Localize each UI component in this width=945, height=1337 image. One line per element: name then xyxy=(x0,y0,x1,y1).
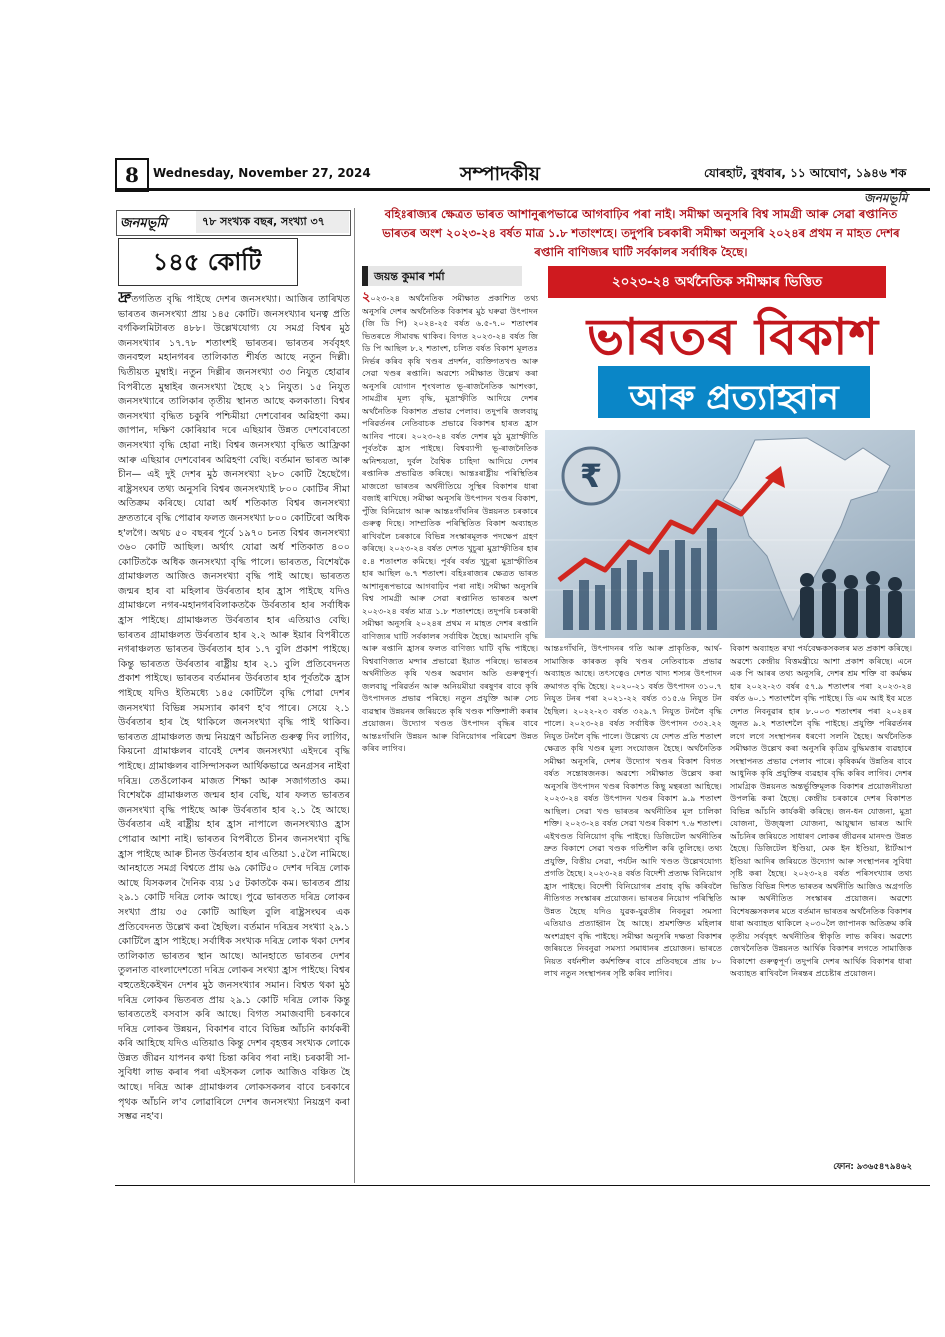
article-banner: ২০২৩-২৪ অৰ্থনৈতিক সমীক্ষাৰ ভিত্তিত xyxy=(548,266,886,298)
header-date: Wednesday, November 27, 2024 xyxy=(153,166,371,180)
article-column-1 xyxy=(362,292,538,1180)
header-rule xyxy=(115,188,930,191)
column-divider xyxy=(354,208,355,1183)
author-phone: ফোন: ৯৩৬৫৪৭৯৪৬২ xyxy=(833,1162,912,1172)
editorial-title: ১৪৫ কোটি xyxy=(152,248,262,276)
svg-text:₹: ₹ xyxy=(579,457,603,495)
editorial-drop-cap: দ্ৰু xyxy=(118,290,132,306)
page-number: 8 xyxy=(115,158,149,192)
economy-illustration xyxy=(545,430,915,638)
header-place-date: যোৰহাট, বুধবাৰ, ১১ আঘোণ, ১৯৪৬ শক xyxy=(704,166,907,180)
newspaper-logo: জনমভূমি xyxy=(864,191,908,205)
article-column-2: আন্তঃগাঁথনি, উৎপাদনৰ গতি আৰু প্ৰাকৃতিক, আৰ্থ-সামাজিক কাৰকত কৃষি খণ্ডৰ নেতিবাচক প্ৰভাৱ অব্যাহত আছে। তৎসত্বেও দেশত খাদ্য শস্যৰ উৎপাদন ক্ৰমাগত বৃদ্ধি হৈছে। ২০২০-২১ বৰ্ষত উৎপাদন ৩১০.৭ নিযুত টনৰ পৰা ২০২১-২২ বৰ্ষত ৩১৫.৬ নিযুত টন হৈছিল। ২০২২-২৩ বৰ্ষত ৩২৯.৭ নিযুত টনলৈ বৃদ্ধি পালে। ২০২৩-২৪ বৰ্ষত সৰ্বাধিক উৎপাদন ৩৩২.২২ নিযুত টনলৈ বৃদ্ধি পালে। উল্লেখ্য যে দেশত প্ৰতি শতাংশ ক্ষেত্ৰত কৃষি খণ্ডৰ মূল্য সংযোজন হৈছে। অৰ্থনৈতিক সমীক্ষা অনুসৰি, দেশৰ উদ্যোগ খণ্ডৰ বিকাশ বিগত বৰ্ষত সন্তোষজনক। অৱশ্যে সমীক্ষাত উল্লেখ কৰা অনুসৰি উৎপাদন খণ্ডৰ বিকাশত কিছু মন্থৰতা আহিছে। ২০২৩-২৪ বৰ্ষত উৎপাদন খণ্ডৰ বিকাশ ৯.৯ শতাংশ আছিল। সেৱা খণ্ড ভাৰতৰ অৰ্থনীতিৰ মূল চালিকা শক্তি। ২০২৩-২৪ বৰ্ষত সেৱা খণ্ডৰ বিকাশ ৭.৬ শতাংশ। এইখণ্ডত বিনিয়োগ বৃদ্ধি পাইছে। ডিজিটেল অৰ্থনীতিৰ দ্ৰুত বিকাশে সেৱা খণ্ডক গতিশীল কৰি তুলিছে। তথ্য প্ৰযুক্তি, বিত্তীয় সেৱা, পৰ্যটন আদি খণ্ডত উল্লেখযোগ্য প্ৰগতি হৈছে। ২০২৩-২৪ বৰ্ষত বিদেশী প্ৰত্যক্ষ বিনিয়োগ হ্ৰাস পাইছে। বিদেশী বিনিয়োগৰ প্ৰবাহ বৃদ্ধি কৰিবলৈ নীতিগত সংস্কাৰৰ প্ৰয়োজন। ভাৰতৰ নিয়োগ পৰিস্থিতি উন্নত হৈছে যদিও যুৱক-যুৱতীৰ নিবনুৱা সমস্যা এতিয়াও প্ৰত্যাহ্বান হৈ আছে। শ্ৰমশক্তিত মহিলাৰ অংশগ্ৰহণ বৃদ্ধি পাইছে। সমীক্ষা অনুসৰি দক্ষতা বিকাশৰ জৰিয়তে নিবনুৱা সমস্যা সমাধানৰ প্ৰয়োজন। ভাৰতে নিয়ত বৰ্ধনশীল কৰ্মশক্তিৰ বাবে প্ৰতিবছৰে প্ৰায় ৮০ লাখ নতুন সংস্থাপনৰ সৃষ্টি কৰিব লাগিব। xyxy=(544,643,722,978)
author-bar xyxy=(362,266,368,286)
section-title: সম্পাদকীয় xyxy=(460,163,540,185)
article-column-3: বিকাশ অব্যাহত ৰখা পৰ্যবেক্ষকসকলৰ মত প্ৰকাশ কৰিছে। অৱশ্যে কেন্দ্ৰীয় বিত্তমন্ত্ৰীয়ে আশা প্ৰকাশ কৰিছে। এনে এক পি আৰৰ তথ্য অনুসৰি, দেশৰ শ্ৰম শক্তি বা কৰ্মক্ষম হাৰ ২০২২-২৩ বৰ্ষৰ ৫৭.৯ শতাংশৰ পৰা ২০২৩-২৪ বৰ্ষত ৬০.১ শতাংশলৈ বৃদ্ধি পাইছে। ডি এম আই ইব মতে দেশত নিবনুৱাৰ হাৰ ৮.০০৩ শতাংশৰ পৰা ২০২৪ৰ জুনত ৯.২ শতাংশলৈ বৃদ্ধি পাইছে। প্ৰযুক্তি পৰিৱৰ্তনৰ লগে লগে সংস্থাপনৰ ধৰণো সলনি হৈছে। অৰ্থনৈতিক সমীক্ষাত উল্লেখ কৰা অনুসৰি কৃত্ৰিম বুদ্ধিমত্তাৰ ব্যৱহাৰে সংস্থাপনত প্ৰভাৱ পেলাব পাৰে। কৃষিকৰ্মৰ উন্নতিৰ বাবে আধুনিক কৃষি প্ৰযুক্তিৰ ব্যৱহাৰ বৃদ্ধি কৰিব লাগিব। দেশৰ সামগ্ৰিক উন্নয়নত অন্তৰ্ভুক্তিমূলক বিকাশৰ প্ৰয়োজনীয়তা উপলব্ধি কৰা হৈছে। কেন্দ্ৰীয় চৰকাৰে দেশৰ বিকাশত বিভিন্ন আঁচনি কাৰ্যকৰী কৰিছে। জন-ধন যোজনা, মুদ্ৰা যোজনা, উজ্জ্বলা যোজনা, আয়ুষ্মান ভাৰত আদি আঁচনিৰ জৰিয়তে সাধাৰণ লোকৰ জীৱনৰ মানদণ্ড উন্নত হৈছে। ডিজিটেল ইণ্ডিয়া, মেক ইন ইণ্ডিয়া, ষ্টাৰ্টআপ ইণ্ডিয়া আদিৰ জৰিয়তে উদ্যোগ আৰু সংস্থাপনৰ সুবিধা সৃষ্টি কৰা হৈছে। ২০২৩-২৪ বৰ্ষত পৰিসংখ্যাৰ তথ্য ভিত্তিত বিভিন্ন দিশত ভাৰতৰ অৰ্থনীতি আজিও অগ্ৰগতি আৰু অৰ্থনীতিত সংস্কাৰৰ প্ৰয়োজন। অৱশ্যে বিশেষজ্ঞসকলৰ মতে বৰ্তমান ভাৰতৰ অৰ্থনৈতিক বিকাশৰ ধাৰা অব্যাহত থাকিলে ২০৩০লৈ জাপানক অতিক্ৰম কৰি তৃতীয় সৰ্ববৃহৎ অৰ্থনীতিৰ স্বীকৃতি লাভ কৰিব। অৱশ্যে জেখনৈতিক উন্নয়নত আৰ্থিক বিকাশৰ লগতে সামাজিক বিকাশো গুৰুত্বপূৰ্ণ। তদুপৰি দেশৰ আৰ্থিক বিকাশৰ ধাৰা অব্যাহত ৰাখিবলৈ নিৰন্তৰ প্ৰচেষ্টাৰ প্ৰয়োজন। xyxy=(730,643,912,978)
article-subtitle: আৰু প্ৰত্যাহ্বান xyxy=(629,378,839,418)
economy-growth-image xyxy=(545,430,915,638)
pull-quote: বহিঃৰাজ্যৰ ক্ষেত্ৰত ভাৰত আশানুৰূপভাৱে আগবাঢ়িব পৰা নাই। সমীক্ষা অনুসৰি বিশ্ব সামগ্ৰী আৰু সেৱা ৰপ্তানিত ভাৰতৰ অংশ ২০২৩-২৪ বৰ্ষত মাত্ৰ ১.৮ শতাংশহে। তদুপৰি চৰকাৰী সমীক্ষা অনুসৰি ২০২৪ৰ প্ৰথম ন মাহত দেশৰ ৰপ্তানি বাণিজ্যৰ ঘাটি সৰ্বকালৰ সৰ্বাধিক হৈছে। xyxy=(382,207,900,259)
article-title: ভাৰতৰ বিকাশ xyxy=(586,308,880,366)
editorial-logo: জনমভূমি xyxy=(120,216,168,231)
article-column-1-text: ০২৩-২৪ অৰ্থনৈতিক সমীক্ষাত প্ৰকাশিত তথ্য অনুসৰি দেশৰ অৰ্থনৈতিক বিকাশৰ মুঠ ঘৰুৱা উৎপাদন (জি ডি পি) ২০২৪-২৫ বৰ্ষত ৬.৫-৭.০ শতাংশৰ ভিতৰতে সীমাবদ্ধ থাকিব। বিগত ২০২৩-২৪ বৰ্ষত জি ডি পি আছিল ৮.২ শতাংশ, চলিত বৰ্ষত বিকাশ মূলতঃ নিৰ্ভৰ কৰিব কৃষি খণ্ডৰ প্ৰদৰ্শন, ব্যক্তিগতখণ্ড আৰু সেৱা খণ্ডৰ ৰপ্তানি। অৱশ্যে সমীক্ষাত উল্লেখ কৰা অনুসৰি যোগান শৃংখলাত ভূ-ৰাজনৈতিক আশংকা, সামগ্ৰীৰ মূল্য বৃদ্ধি, মুদ্ৰাস্ফীতি আদিয়ে দেশৰ অৰ্থনৈতিক বিকাশত প্ৰভাৱ পেলাব। তদুপৰি জলবায়ু পৰিৱৰ্তনৰ নেতিবাচক প্ৰভাৱে বিকাশৰ হাৰত হ্ৰাস আনিব পাৰে। ২০২৩-২৪ বৰ্ষত দেশৰ মুঠ মুদ্ৰাস্ফীতি পূৰ্বতকৈ হ্ৰাস পাইছে। বিশ্বব্যাপী ভূ-ৰাজনৈতিক অনিশ্চয়তা, দুৰ্বল বৈশ্বিক চাহিদা আদিয়ে দেশৰ ৰপ্তানিক প্ৰভাৱিত কৰিছে। আন্তঃৰাষ্ট্ৰীয় পৰিস্থিতিৰ মাজতো ভাৰতৰ অৰ্থনীতিয়ে সুস্থিৰ বিকাশৰ ধাৰা বজাই ৰাখিছে। সমীক্ষা অনুসৰি উৎপাদন খণ্ডৰ বিকাশ, পুঁজি বিনিয়োগ আৰু আন্তঃগাঁথনিৰ উন্নয়নত চৰকাৰে গুৰুত্ব দিছে। সাম্প্ৰতিক পৰিস্থিতিত বিকাশ অব্যাহত ৰাখিবলৈ চৰকাৰে বিভিন্ন সংস্কাৰমূলক পদক্ষেপ গ্ৰহণ কৰিছে। ২০২৩-২৪ বৰ্ষত দেশত খুচুৰা মুদ্ৰাস্ফীতিৰ হাৰ ৫.৪ শতাংশত কমিছে। পূৰ্বৰ বৰ্ষত খুচুৰা মুদ্ৰাস্ফীতিৰ হাৰ আছিল ৬.৭ শতাংশ। বহিঃৰাজ্যৰ ক্ষেত্ৰত ভাৰত আশানুৰূপভাৱে আগবাঢ়িব পৰা নাই। সমীক্ষা অনুসৰি বিশ্ব সামগ্ৰী আৰু সেৱা ৰপ্তানিত ভাৰতৰ অংশ ২০২৩-২৪ বৰ্ষত মাত্ৰ ১.৮ শতাংশহে। তদুপৰি চৰকাৰী সমীক্ষা অনুসৰি ২০২৪ৰ প্ৰথম ন মাহত দেশৰ ৰপ্তানি বাণিজ্যৰ ঘাটি সৰ্বকালৰ সৰ্বাধিক হৈছে। আমদানি বৃদ্ধি আৰু ৰপ্তানি হ্ৰাসৰ ফলত বাণিজ্য ঘাটি বৃদ্ধি পাইছে। বিশ্ববাণিজ্যত মন্দাৰ প্ৰভাৱো ইয়াত পৰিছে। ভাৰতৰ অৰ্থনীতিত কৃষি খণ্ডৰ অৱদান অতি গুৰুত্বপূৰ্ণ। জলবায়ু পৰিৱৰ্তন আৰু অনিয়মীয়া বৰষুণৰ বাবে কৃষি উৎপাদনত প্ৰভাৱ পৰিছে। নতুন প্ৰযুক্তি আৰু সেচ ব্যৱস্থাৰ উন্নয়নৰ জৰিয়তে কৃষি খণ্ডক শক্তিশালী কৰাৰ প্ৰয়োজন। উদ্যোগ খণ্ডত উৎপাদন বৃদ্ধিৰ বাবে আন্তঃগাঁথনি উন্নয়ন আৰু বিনিয়োগৰ পৰিৱেশ উন্নত কৰিব লাগিব। xyxy=(362,293,538,753)
editorial-year-issue: ৭৮ সংখ্যক বছৰ, সংখ্যা ৩৭ xyxy=(196,211,349,233)
editorial-body xyxy=(118,290,350,1185)
footer-rule xyxy=(115,1185,930,1186)
author-name: জয়ন্ত কুমাৰ শৰ্মা xyxy=(374,270,445,283)
article-drop-cap: ২ xyxy=(362,292,371,305)
editorial-text: তগতিত বৃদ্ধি পাইছে দেশৰ জনসংখ্যা। আজিৰ তাৰিখত ভাৰতৰ জনসংখ্যা প্ৰায় ১৪৫ কোটি। জনসংখ্যাৰ ঘনত্ব প্ৰতি বৰ্গকিলমিটাৰত ৪৮৮। উল্লেখযোগ্য যে সমগ্ৰ বিশ্বৰ মুঠ জনসংখ্যাৰ ১৭.৭৮ শতাংশই ভাৰতৰ। ভাৰতৰ সৰ্ববৃহৎ জনবহুল মহানগৰৰ তালিকাত শীৰ্ষত আছে নতুন দিল্লী। দ্বিতীয়ত মুম্বাই। নতুন দিল্লীৰ জনসংখ্যা ৩৩ নিযুত হোৱাৰ বিপৰীতে মুম্বাইৰ জনসংখ্যা হৈছে ২১ নিযুত। ১৫ নিযুত জনসংখ্যাৰে তালিকাৰ তৃতীয় স্থানত আছে কলকাতা। বিশ্বৰ জনসংখ্যা বৃদ্ধিত চকুৰি পশ্চিমীয়া দেশবোৰৰ অৱিহণা কম। জাপান, দক্ষিণ কোৰিয়াৰ দৰে এছিয়াৰ উন্নত দেশবোৰতো জনসংখ্যা বৃদ্ধি হোৱা নাই। বিশ্বৰ জনসংখ্যা বৃদ্ধিত আফ্ৰিকা আৰু এছিয়াৰ দেশবোৰৰ অৱিহণা বেছি। বৰ্তমান ভাৰত আৰু চীন— এই দুই দেশৰ মুঠ জনসংখ্যা ২৮০ কোটি হৈছেগৈ। ৰাষ্ট্ৰসংঘৰ তথ্য অনুসৰি বিশ্বৰ জনসংখ্যাই ৮০০ কোটিৰ সীমা অতিক্ৰম কৰিছে। যোৱা অৰ্ধ শতিকাত বিশ্বৰ জনসংখ্যা দ্ৰুততাৰে বৃদ্ধি পোৱাৰ ফলত জনসংখ্যা ৮০০ কোটিৰো অধিক হ'লগৈ। অথচ ৫০ বছৰৰ পূৰ্বে ১৯৭০ চনত বিশ্বৰ জনসংখ্যা ৩৬০ কোটি আছিল। অৰ্থাৎ যোৱা অৰ্ধ শতিকাত ৪০০ কোটিতকৈ অধিক জনসংখ্যা বৃদ্ধি পালে। ভাৰতত, বিশেষকৈ গ্ৰামাঞ্চলত আজিও জনসংখ্যা বৃদ্ধি পাই আছে। ভাৰতত জন্মৰ হাৰ বা মহিলাৰ উৰ্বৰতাৰ হাৰ হ্ৰাস পাইছে যদিও গ্ৰামাঞ্চলে নগৰ-মহানগৰবিলাকতকৈ উৰ্বৰতাৰ হাৰ সৰ্বাধিক হ্ৰাস পাইছে। গ্ৰামাঞ্চলত উৰ্বৰতাৰ হাৰ এতিয়াও বেছি। ভাৰতৰ গ্ৰামাঞ্চলত উৰ্বৰতাৰ হাৰ ২.২ আৰু ইয়াৰ বিপৰীতে নগৰাঞ্চলত ভাৰতৰ উৰ্বৰতাৰ হাৰ ১.৭ বুলি প্ৰকাশ পাইছে। কিন্তু ভাৰতত উৰ্বৰতাৰ ৰাষ্ট্ৰীয় হাৰ ২.১ বুলি প্ৰতিবেদনত প্ৰকাশ পাইছে। ভাৰতৰ বৰ্তমানৰ উৰ্বৰতাৰ হাৰ পূৰ্বতকৈ হ্ৰাস পাইছে যদিও ইতিমধ্যে ১৪৫ কোটিলৈ বৃদ্ধি পোৱা দেশৰ জনসংখ্যা বিভিন্ন সমস্যাৰ কাৰণ হ'ব পাৰে। সেয়ে ২.১ উৰ্বৰতাৰ হাৰ হৈ থাকিলে জনসংখ্যা বৃদ্ধি পাই থাকিব। ভাৰতত গ্ৰামাঞ্চলত জন্ম নিয়ন্ত্ৰণ আঁচনিত গুৰুত্ব দিব লাগিব, কিয়নো গ্ৰামাঞ্চলৰ বাবেই দেশৰ জনসংখ্যা এইদৰে বৃদ্ধি পাইছে। গ্ৰামাঞ্চলৰ বাসিন্দাসকল আৰ্থিকভাৱে অনগ্ৰসৰ নাইবা দৰিদ্ৰ। তেওঁলোকৰ মাজত শিক্ষা আৰু সজাগতাও কম। বিশেষকৈ গ্ৰামাঞ্চলত জন্মৰ হাৰ বেছি, যাৰ ফলত ভাৰতৰ জনসংখ্যা বৃদ্ধি পাইছে আৰু উৰ্বৰতাৰ হাৰ ২.১ হৈ আছে। উৰ্বৰতাৰ এই ৰাষ্ট্ৰীয় হাৰ হ্ৰাস নাপালে জনসংখ্যাও হ্ৰাস পোৱাৰ আশা নাই। ভাৰতৰ বিপৰীতে চীনৰ জনসংখ্যা বৃদ্ধি হ্ৰাস পাইছে আৰু চীনত উৰ্বৰতাৰ হাৰ এতিয়া ১.৫লৈ নামিছে। আনহাতে সমগ্ৰ বিশ্বতে প্ৰায় ৬৯ কোটি৫০ দেশৰ দৰিদ্ৰ লোক আছে যিসকলৰ দৈনিক ব্যয় ১৫ টকাতকৈ কম। ভাৰতৰ প্ৰায় ২৯.১ কোটি দৰিদ্ৰ লোক আছে। পুৱে ভাৰতত দৰিদ্ৰ লোকৰ সংখ্যা প্ৰায় ৩৫ কোটি আছিল বুলি ৰাষ্ট্ৰসংঘৰ এক প্ৰতিবেদনত উল্লেখ কৰা হৈছিল। বৰ্তমান দৰিদ্ৰৰ সংখ্যা ২৯.১ কোটিলৈ হ্ৰাস পাইছে। সৰ্বাধিক সংখ্যক দৰিদ্ৰ লোক থকা দেশৰ তালিকাত ভাৰতৰ স্থান আছে। আনহাতে ভাৰতৰ দেশৰ তুলনাত বাংলাদেশতো দৰিদ্ৰ লোকৰ সংখ্যা হ্ৰাস পাইছে। বিশ্বৰ বহুতেইকেইখন দেশৰ মুঠ জনসংখ্যাৰ সমান। বিশ্বত থকা মুঠ দৰিদ্ৰ লোকৰ ভিতৰত প্ৰায় ২৯.১ কোটি দৰিদ্ৰ লোক কিন্তু ভাৰততেই বসবাস কৰি আছে। বিগত সমাজবাদী চৰকাৰে দৰিদ্ৰ লোকৰ উন্নয়ন, বিকাশৰ বাবে বিভিন্ন আঁচনি কাৰ্যকৰী কৰি আহিছে যদিও এতিয়াও কিন্তু দেশৰ বৃহত্তৰ সংখ্যক লোকে উন্নত জীৱন যাপনৰ কথা চিন্তা কৰিব পৰা নাই। চৰকাৰী সা-সুবিধা লাভ কৰাৰ পৰা এইসকল লোক আজিও বঞ্চিত হৈ আছে। দৰিদ্ৰ আৰু গ্ৰামাঞ্চলৰ লোকসকলৰ বাবে চৰকাৰে পৃথক আঁচনি ল'ব লোৱাৰিলে দেশৰ জনসংখ্যা নিয়ন্ত্ৰণ কৰা সম্ভৱ নহ'ব। xyxy=(118,294,350,1123)
